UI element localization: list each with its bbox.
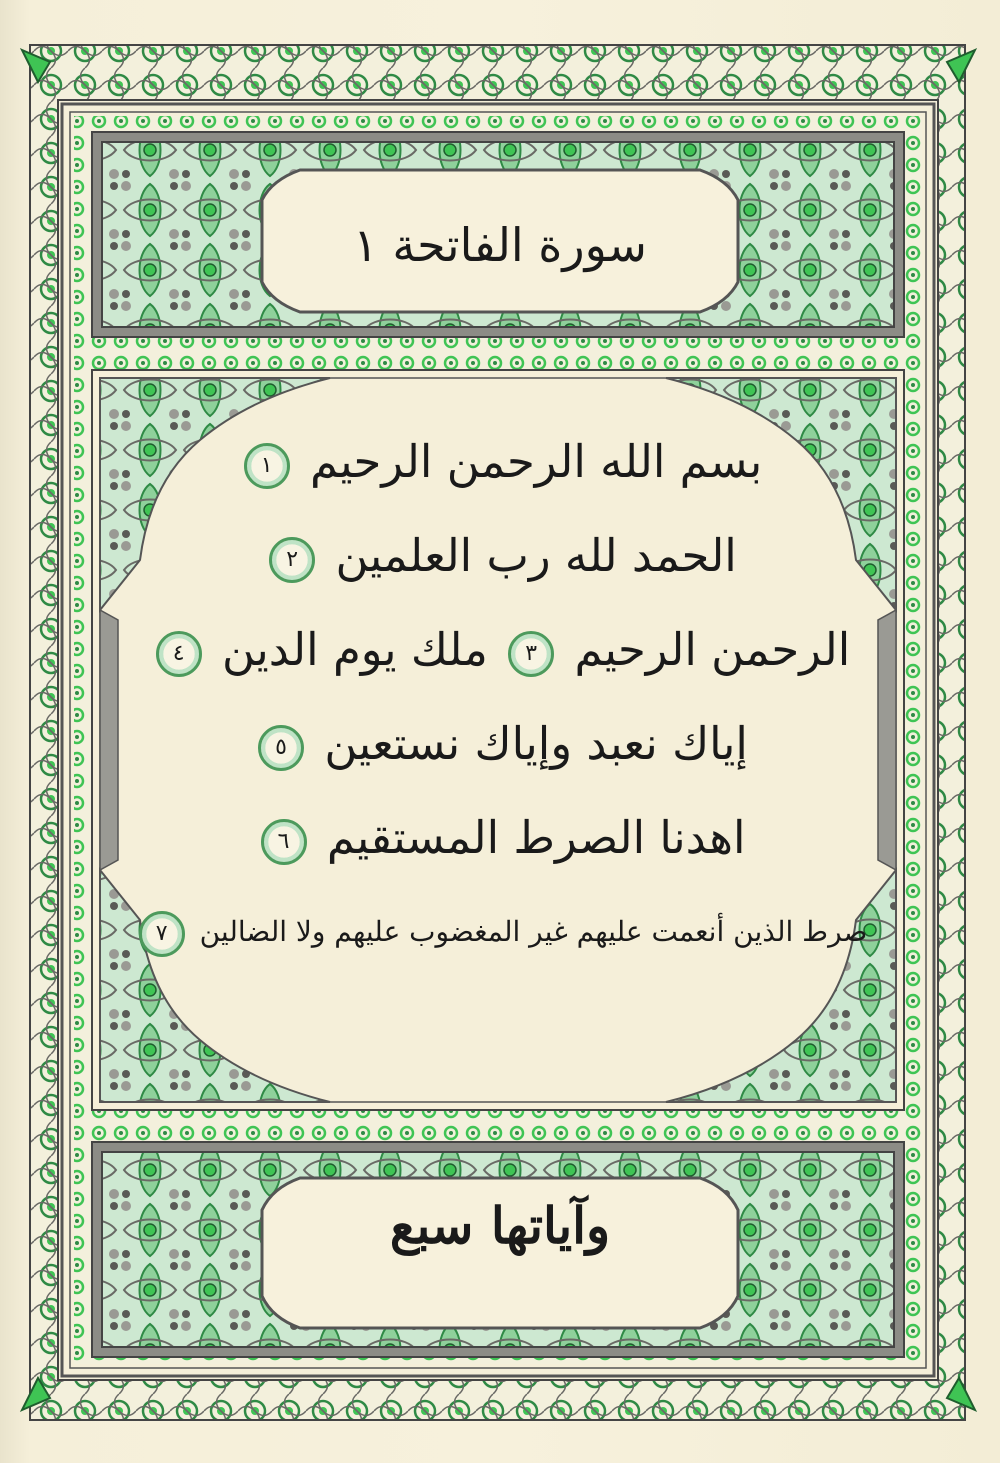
ayah-marker: ٥ bbox=[258, 725, 304, 771]
ayah-marker: ١ bbox=[244, 443, 290, 489]
verse-text: صرط الذين أنعمت عليهم غير المغضوب عليهم ولا الضالين bbox=[199, 915, 868, 948]
ayah-marker: ٤ bbox=[156, 631, 202, 677]
ayah-marker: ٦ bbox=[261, 819, 307, 865]
surah-title: سورة الفاتحة ١ bbox=[353, 218, 647, 272]
verse-line bbox=[130, 697, 870, 791]
verse-count-caption: وآياتها سبع bbox=[389, 1195, 611, 1255]
ayah-marker: ٣ bbox=[508, 631, 554, 677]
verse-text: اهدنا الصرط المستقيم bbox=[326, 811, 746, 864]
verse-text: بسم الله الرحمن الرحيم bbox=[310, 435, 763, 488]
verse-text: الرحمن الرحيم bbox=[574, 623, 851, 676]
verse-line bbox=[130, 509, 870, 603]
verse-text: ملك يوم الدين bbox=[222, 623, 488, 676]
verses-block bbox=[130, 415, 870, 1080]
verse-line bbox=[130, 603, 870, 697]
ayah-marker: ٢ bbox=[269, 537, 315, 583]
verse-line bbox=[130, 885, 870, 979]
verse-text: الحمد لله رب العلمين bbox=[335, 529, 737, 582]
ayah-marker: ٧ bbox=[139, 911, 185, 957]
verse-line bbox=[130, 791, 870, 885]
verse-line bbox=[130, 415, 870, 509]
verse-text: إياك نعبد وإياك نستعين bbox=[324, 717, 748, 770]
